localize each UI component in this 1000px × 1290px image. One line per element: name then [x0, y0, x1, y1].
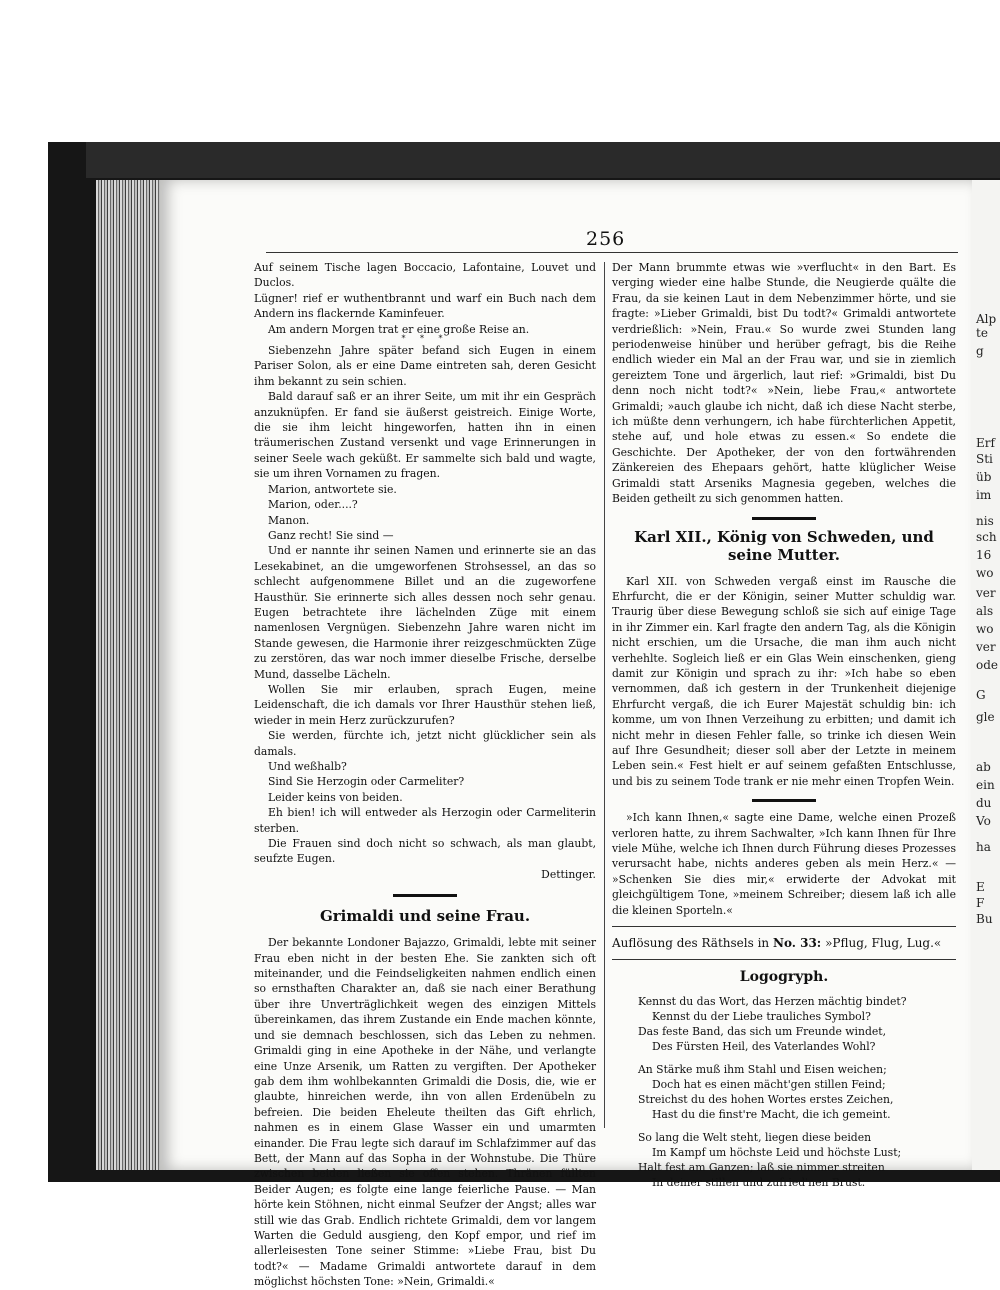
- dialogue-line: Ganz recht! Sie sind —: [268, 528, 394, 542]
- stanza-gap: [638, 1054, 956, 1062]
- riddle-solution: [612, 935, 956, 951]
- solution-number: No. 33:: [772, 936, 822, 951]
- grimaldi-paragraph: Der bekannte Londoner Bajazzo, Grimaldi, lebte mit seiner Frau eben nicht in der besten Ehe. Sie zankten sich oft miteinander, und die Feindseligkeiten nahmen endlich einen so ernsthaften Charakter an, daß sie nach einer Berathung über ihre Unverträglichkeit wegen des einzigen Mittels übereinkamen, das ihrem Zustande ein Ende machen könnte, und sie demnach beschlossen, sich das Leben zu nehmen. Grimaldi ging in eine Apotheke in der Nähe, und verlangte eine Unze Arsenik, um Ratten zu vergiften. Der Apotheker gab dem ihm wohlbekannten Grimaldi die Dosis, die, wie er glaubte, hinreichen werde, ihn von allen Erdenübeln zu befreien. Die beiden Eheleute theilten das Gift ehrlich, nahmen es in einem Glase Wasser ein und umarmten einander. Die Frau legte sich darauf im Schlafzimmer auf das Bett, der Mann auf das Sopha in der Wohnstube. Die Thüre zwischen beiden ließen sie offen stehen. Thränen füllten Beider Augen; es folgte eine lange feierliche Pause. — Man hörte kein Stöhnen, nicht einmal Seufzer der Angst; alles war still wie das Grab. Endlich richtete Grimaldi, dem vor langem Warten die Geduld ausgieng, den Kopf empor, und rief im allerleisesten Tone seiner Stimme: »Liebe Frau, bist Du todt?« — Madame Grimaldi antwortete darauf in dem möglichst höchsten Tone: »Nein, Grimaldi.«: [254, 936, 596, 1289]
- dialogue-line: Und weßhalb?: [268, 760, 347, 773]
- facing-page-word: ha: [976, 840, 991, 854]
- book-top-shadow: [86, 142, 1000, 178]
- solution-text: »Pflug, Flug, Lug.«: [825, 936, 942, 951]
- rule-separator: [612, 926, 956, 927]
- facing-page-word: Bu: [976, 912, 993, 926]
- facing-page-word: als: [976, 604, 994, 618]
- facing-page-word: 16: [976, 548, 992, 562]
- facing-page-word: üb: [976, 470, 992, 484]
- facing-page-word: ver: [976, 586, 996, 600]
- dialogue-line: Manon.: [268, 513, 310, 527]
- section-separator: [752, 799, 816, 802]
- poem-line: Das feste Band, das sich um Freunde windet,: [638, 1025, 887, 1039]
- right-column: [612, 260, 956, 1190]
- facing-page-word: te: [976, 326, 988, 340]
- facing-page-word: F: [976, 896, 985, 910]
- facing-page-word: Sti: [976, 452, 993, 466]
- poem-line: Streichst du des hohen Wortes erstes Zeichen,: [638, 1093, 894, 1107]
- facing-page-word: ode: [976, 658, 999, 672]
- column-divider: [604, 262, 605, 1128]
- dialogue-line: Leider keins von beiden.: [268, 790, 403, 804]
- section-separator: [752, 517, 816, 520]
- section-stars: * * *: [401, 334, 449, 344]
- dialogue-line: Sind Sie Herzogin oder Carmeliter?: [268, 775, 465, 789]
- poem-line: Kennst du das Wort, das Herzen mächtig bindet?: [638, 995, 907, 1009]
- facing-page-word: ver: [976, 640, 996, 654]
- facing-page-word: g: [976, 344, 984, 358]
- poem-line: In deiner stillen und zufried'nen Brust.: [652, 1176, 866, 1190]
- facing-page-word: Vo: [976, 814, 991, 828]
- facing-page-word: sch: [976, 530, 997, 544]
- dialogue-line: Sie werden, fürchte ich, jetzt nicht glücklicher sein als damals.: [254, 729, 596, 758]
- story-paragraph: Siebenzehn Jahre später befand sich Eugen in einem Pariser Solon, als er eine Dame eintreten sah, deren Gesicht ihm bekannt zu sein schien.: [254, 344, 596, 388]
- story-line: Am andern Morgen trat er eine große Reise an.: [268, 322, 530, 336]
- facing-page-word: ab: [976, 760, 991, 774]
- left-column: [254, 260, 596, 1290]
- scan-margin: [0, 0, 1000, 140]
- facing-page-word: gle: [976, 710, 995, 724]
- dialogue-line: Marion, antwortete sie.: [268, 482, 397, 496]
- header-rule: [266, 252, 958, 253]
- facing-page-word: nis: [976, 514, 994, 528]
- story-paragraph: Bald darauf saß er an ihrer Seite, um mit ihr ein Gespräch anzuknüpfen. Er fand sie äußerst geistreich. Einige Worte, die sie ihm leicht hingeworfen, hatten ihn in einen träumerischen Zustand versenkt und vage Erinnerungen in seiner Seele wach geküßt. Er sammelte sich bald und wagte, sie um ihren Vornamen zu fragen.: [254, 390, 596, 481]
- facing-page-word: Erf: [976, 436, 995, 450]
- poem-line: Doch hat es einen mächt'gen stillen Feind;: [652, 1078, 886, 1092]
- poem-line: So lang die Welt steht, liegen diese beiden: [638, 1131, 872, 1145]
- poem-line: Des Fürsten Heil, des Vaterlandes Wohl?: [652, 1040, 876, 1054]
- facing-page-word: wo: [976, 622, 994, 636]
- facing-page-word: E: [976, 880, 985, 894]
- facing-page-word: ein: [976, 778, 995, 792]
- dialogue-line: Die Frauen sind doch nicht so schwach, als man glaubt, seufzte Eugen.: [254, 837, 596, 866]
- page-number: 256: [586, 228, 626, 250]
- solution-label: Auflösung des Räthsels in: [612, 936, 770, 951]
- facing-page-word: im: [976, 488, 992, 502]
- heading-karl: Karl XII., König von Schweden, und seine Mutter.: [634, 527, 934, 564]
- grimaldi-continuation: Der Mann brummte etwas wie »verflucht« in den Bart. Es verging wieder eine halbe Stunde, die Neugierde quälte die Frau, da sie keinen Laut in dem Nebenzimmer hörte, und sie fragte: »Lieber Grimaldi, bist Du todt?« Grimaldi antwortete verdrießlich: »Nein, Frau.« So wurde zwei Stunden lang periodenweise hinüber und herüber gefragt, bis die Reihe endlich wieder ein Mal an der Frau war, und sie in ziemlich gereiztem Tone und ärgerlich, laut rief: »Grimaldi, bist Du denn noch nicht todt?« »Nein, liebe Frau,« antwortete Grimaldi; »auch glaube ich nicht, daß ich diese Nacht sterbe, ich müßte denn verhungern, ich habe fürchterlichen Appetit, stehe auf, und hole etwas zu essen.« So endete die Geschichte. Der Apotheker, der von den fortwährenden Zänkereien des Ehepaars gehört, hatte klüglicher Weise Grimaldi statt Arseniks Magnesia gegeben, welches die Beiden getheilt zu sich genommen hatten.: [612, 261, 956, 506]
- facing-page-word: du: [976, 796, 992, 810]
- story-paragraph: Und er nannte ihr seinen Namen und erinnerte sie an das Lesekabinet, an die umgeworfenen Strohsessel, an das so schlecht aufgenommene Billet und an die zugeworfene Hausthür. Sie erinnerte sich alles dessen noch sehr genau. Eugen betrachtete ihre lächelnden Züge mit einem namenlosen Vergnügen. Siebenzehn Jahre waren nicht im Stande gewesen, die Harmonie ihrer reizgeschmückten Züge zu zerstören, das war noch immer dieselbe Frische, derselbe Mund, dasselbe Lächeln.: [254, 544, 596, 681]
- anecdote-paragraph: »Ich kann Ihnen,« sagte eine Dame, welche einen Prozeß verloren hatte, zu ihrem Sachwalter, »Ich kann Ihnen für Ihre viele Mühe, welche ich Ihnen durch Führung dieses Prozesses verursacht habe, nichts anderes geben als mein Herz.« — »Schenken Sie dies mir,« erwiderte der Advokat mit gleichgültigem Tone, »meinem Schreiber; diesem laß ich alle die kleinen Sporteln.«: [612, 811, 956, 917]
- poem-line: An Stärke muß ihm Stahl und Eisen weichen;: [638, 1063, 887, 1077]
- poem-line: Kennst du der Liebe trauliches Symbol?: [652, 1010, 871, 1024]
- dialogue-line: Marion, oder....?: [268, 498, 358, 512]
- karl-paragraph: Karl XII. von Schweden vergaß einst im Rausche die Ehrfurcht, die er der Königin, seiner Mutter schuldig war. Traurig über diese Bewegung schloß sie sich auf einige Tage in ihr Zimmer ein. Karl fragte den andern Tag, als die Königin nicht erschien, um die Ursache, die man ihm auch nicht verhehlte. Sogleich ließ er ein Glas Wein einschenken, gieng damit zur Königin und sprach zu ihr: »Ich habe so eben vernommen, daß ich gestern in der Trunkenheit diejenige Ehrfurcht vergaß, die ich Eurer Majestät schuldig bin: ich komme, um von Ihnen Verzeihung zu erbitten; und damit ich nicht mehr in diesen Fehler falle, so trinke ich diesen Wein auf Ihre Gesundheit; dieser soll aber der Letzte in meinem Leben sein.« Fest hielt er auf seinem gefaßten Entschlusse, und bis zu seinem Tode trank er nie mehr einen Tropfen Wein.: [612, 574, 956, 788]
- section-separator: [393, 894, 457, 897]
- author-signature: Dettinger.: [541, 867, 596, 881]
- poem-line: Hast du die finst're Macht, die ich gemeint.: [652, 1108, 891, 1122]
- story-line: Auf seinem Tische lagen Boccacio, Lafontaine, Louvet und Duclos.: [254, 261, 596, 290]
- story-paragraph: Wollen Sie mir erlauben, sprach Eugen, meine Leidenschaft, die ich damals vor Ihrer Hausthür stehen ließ, wieder in mein Herz zurückzurufen?: [254, 682, 596, 727]
- facing-page-word: Alp: [976, 312, 997, 326]
- facing-page-word: G: [976, 688, 986, 702]
- facing-page-word: wo: [976, 566, 994, 580]
- story-line: Lügner! rief er wuthentbrannt und warf ein Buch nach dem Andern ins flackernde Kaminfeuer.: [254, 291, 596, 321]
- poem-line: Im Kampf um höchste Leid und höchste Lust;: [652, 1146, 902, 1160]
- poem-line: Halt fest am Ganzen; laß sie nimmer streiten: [638, 1161, 885, 1175]
- rule-separator: [612, 959, 956, 960]
- logogryph-poem: [638, 994, 956, 1190]
- heading-grimaldi: Grimaldi und seine Frau.: [319, 907, 531, 926]
- facing-page-fragment: [972, 180, 1000, 1170]
- dialogue-line: Eh bien! ich will entweder als Herzogin oder Carmeliterin sterben.: [254, 806, 596, 835]
- heading-logogryph: Logogryph.: [739, 969, 829, 986]
- stanza-gap: [638, 1122, 956, 1130]
